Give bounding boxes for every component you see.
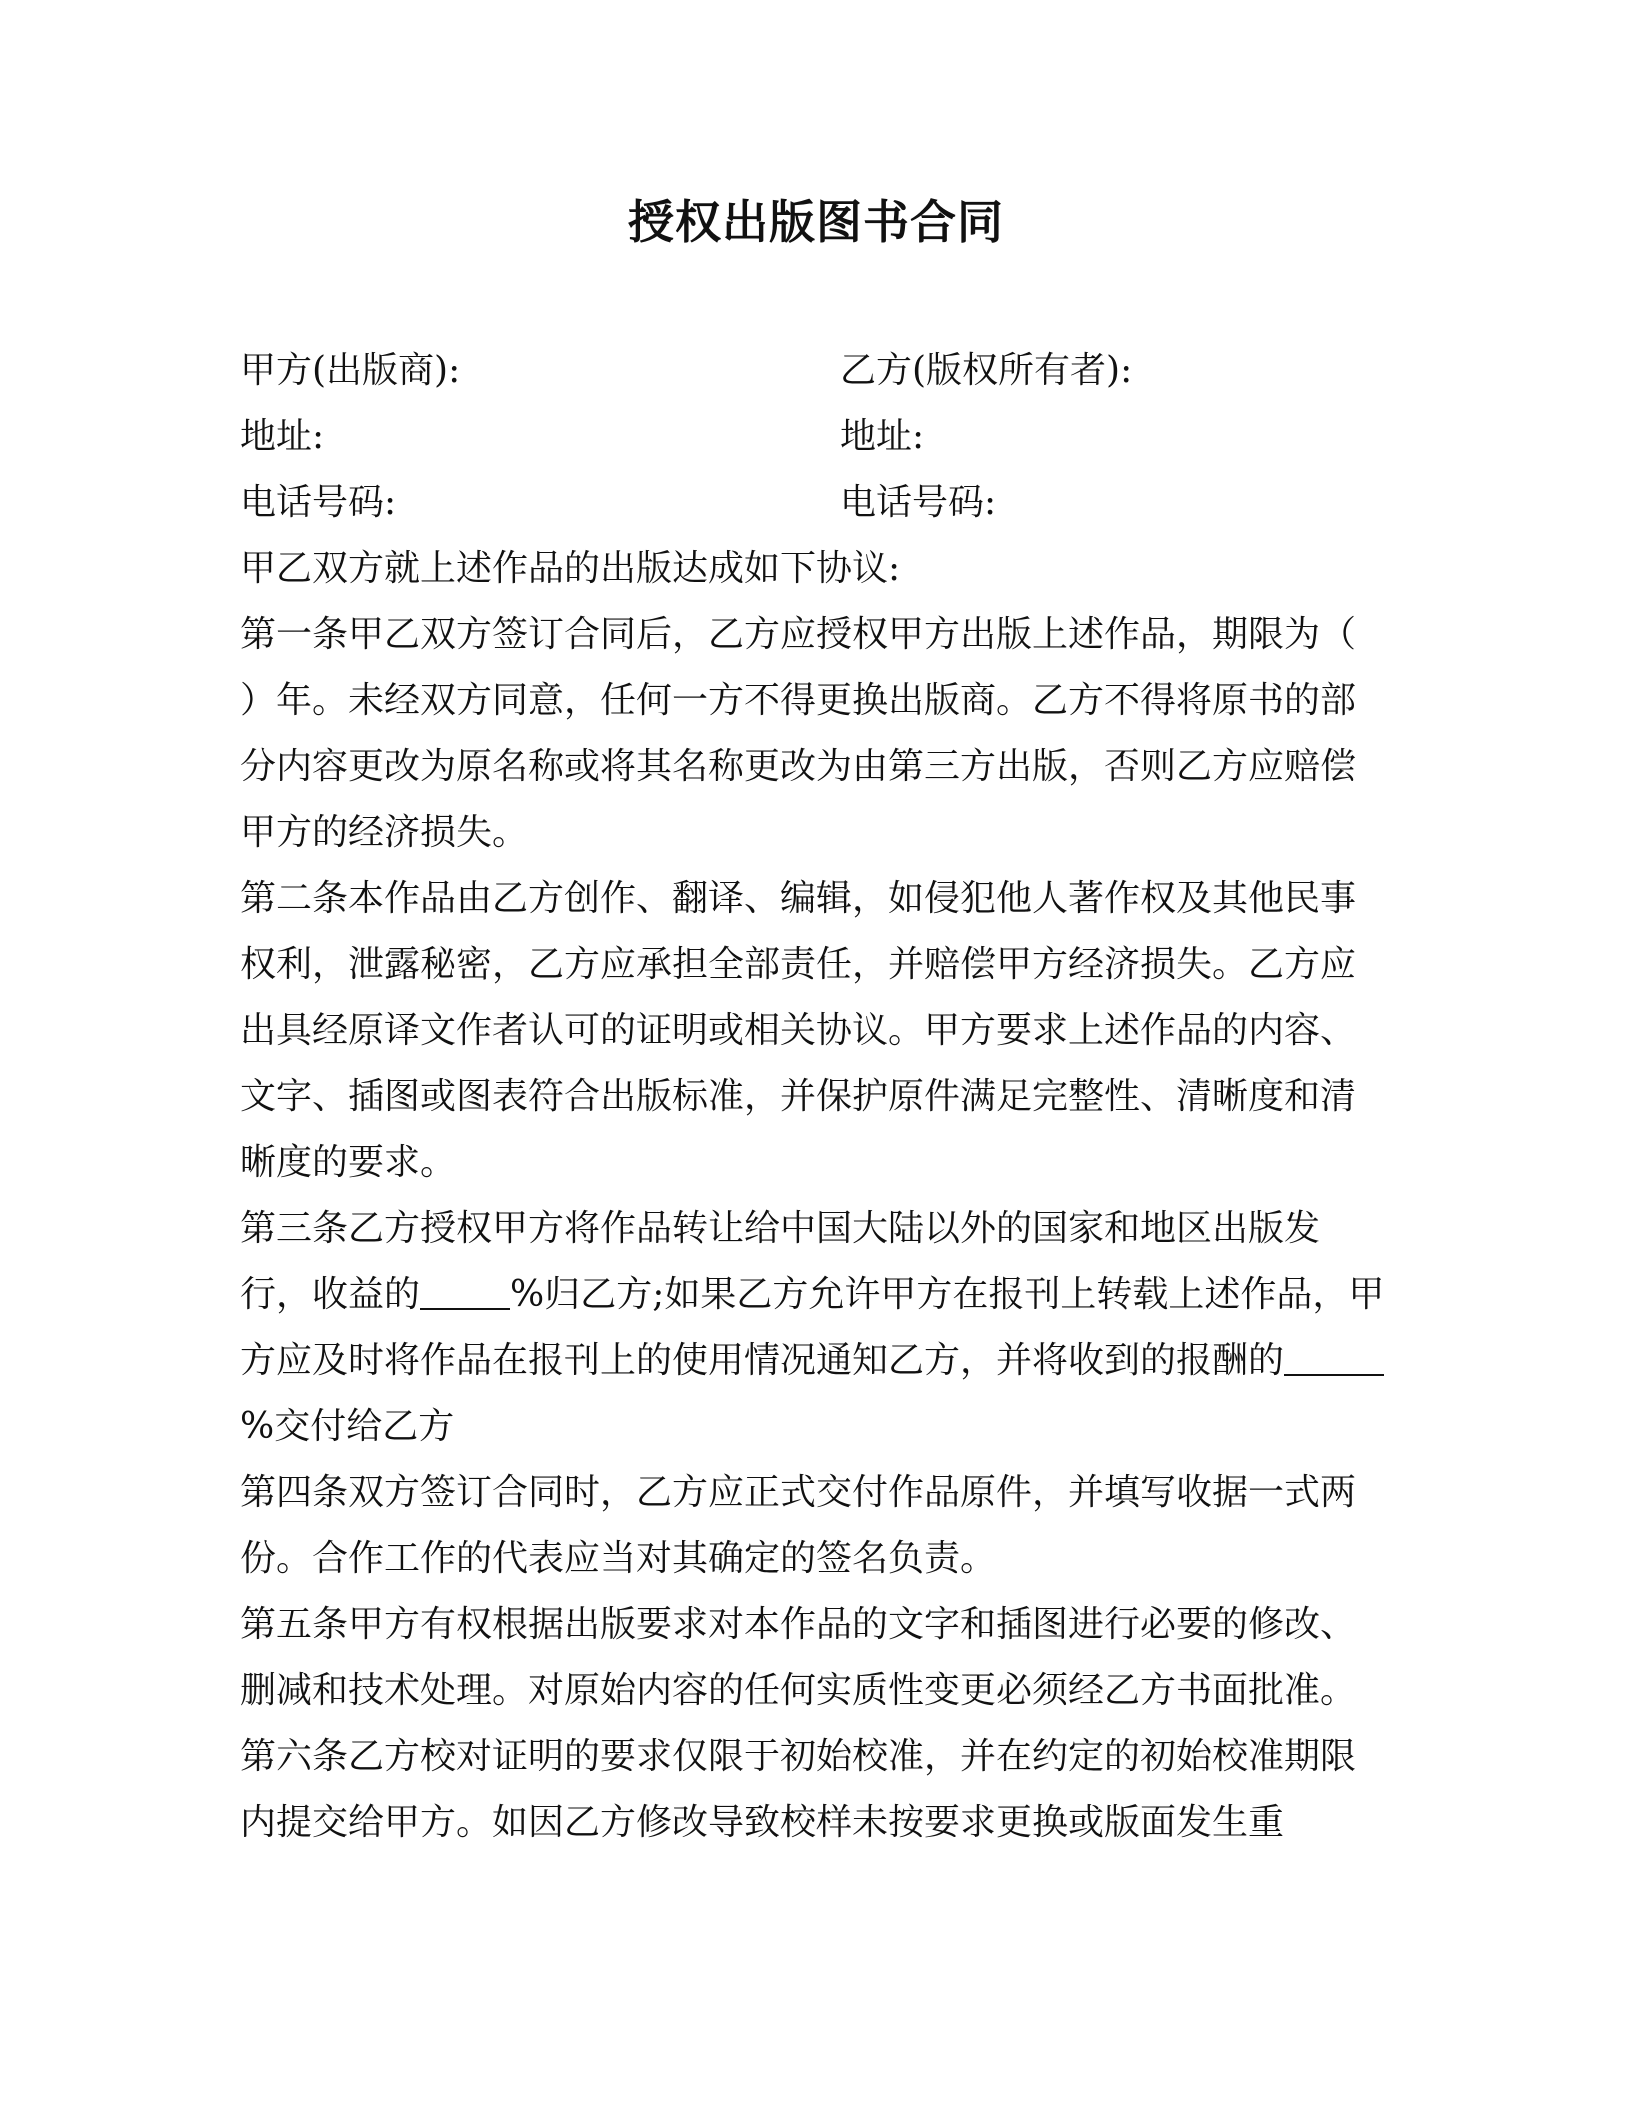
- party-name-row: [240, 338, 1380, 404]
- clause-3-part-1: 第三条乙方授权甲方将作品转让给中国大陆以外的国家和地区出版发行，收益的: [240, 1208, 1321, 1315]
- party-b-phone-label: 电话号码:: [840, 482, 997, 523]
- party-phone-row: [240, 470, 1380, 536]
- party-b-address-label: 地址:: [840, 416, 925, 457]
- party-address-row: [240, 404, 1380, 470]
- page-title: 授权出版图书合同: [628, 195, 1004, 249]
- clause-3-part-2: %归乙方;如果乙方允许甲方在报刊上转载上述作品，甲方应及时将作品在报刊上的使用情况通知乙方，并将收到的报酬的: [240, 1274, 1385, 1381]
- clause-2: 第二条本作品由乙方创作、翻译、编辑，如侵犯他人著作权及其他民事权利，泄露秘密，乙方应承担全部责任，并赔偿甲方经济损失。乙方应出具经原译文作者认可的证明或相关协议。甲方要求上述作品的内容、文字、插图或图表符合出版标准，并保护原件满足完整性、清晰度和清晰度的要求。: [240, 878, 1357, 1183]
- party-b-label: 乙方(版权所有者):: [840, 350, 1133, 391]
- contract-body: [240, 536, 1404, 1856]
- revenue-share-blank: [420, 1268, 510, 1310]
- clause-1: 第一条甲乙双方签订合同后，乙方应授权甲方出版上述作品，期限为（ ）年。未经双方同意，任何一方不得更换出版商。乙方不得将原书的部分内容更改为原名称或将其名称更改为由第三方出版，否则乙方应赔偿甲方的经济损失。: [240, 614, 1404, 853]
- party-info-block: [240, 338, 1380, 536]
- party-a-label: 甲方(出版商):: [240, 350, 461, 391]
- remuneration-share-blank: [1284, 1334, 1384, 1376]
- clause-3-part-3: %交付给乙方: [240, 1406, 455, 1447]
- party-a-address-label: 地址:: [240, 416, 325, 457]
- clause-6: 第六条乙方校对证明的要求仅限于初始校准，并在约定的初始校准期限内提交给甲方。如因乙方修改导致校样未按要求更换或版面发生重: [240, 1736, 1357, 1843]
- clause-4: 第四条双方签订合同时，乙方应正式交付作品原件，并填写收据一式两份。合作工作的代表应当对其确定的签名负责。: [240, 1472, 1357, 1579]
- clause-3: [240, 1196, 1385, 1460]
- party-a-phone-label: 电话号码:: [240, 482, 397, 523]
- agreement-intro: 甲乙双方就上述作品的出版达成如下协议:: [240, 548, 901, 589]
- clause-5: 第五条甲方有权根据出版要求对本作品的文字和插图进行必要的修改、删减和技术处理。对原始内容的任何实质性变更必须经乙方书面批准。: [240, 1604, 1357, 1711]
